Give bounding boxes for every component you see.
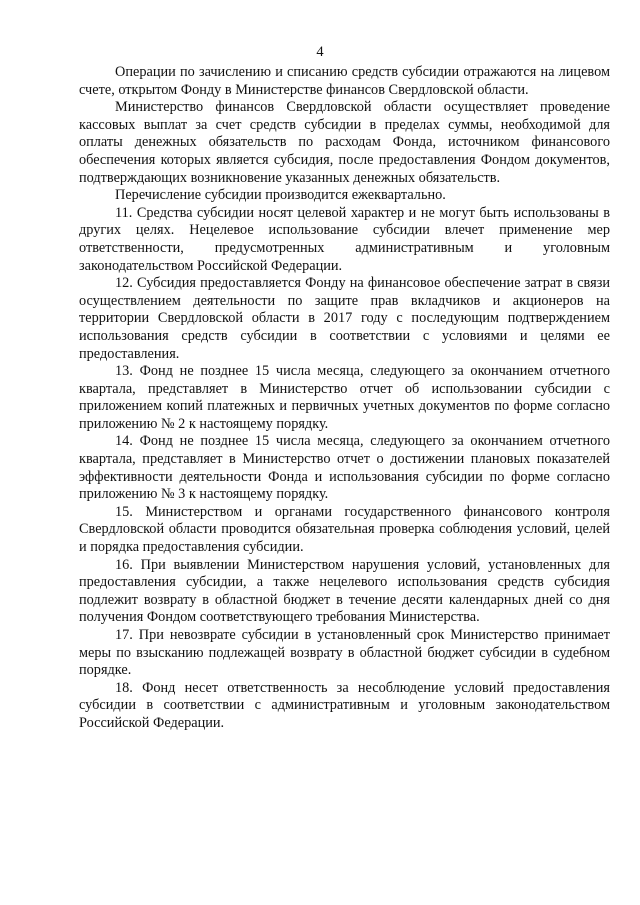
- page-number: 4: [316, 44, 324, 60]
- paragraph-item-14: 14. Фонд не позднее 15 числа месяца, следующего за окончанием отчетного квартала, представляет в Министерство отчет о достижении плановых показателей эффективности деятельности Фонда и использования субсидии по форме согласно приложению № 3 к настоящему порядку.: [79, 433, 610, 503]
- paragraph-item-18: 18. Фонд несет ответственность за несоблюдение условий предоставления субсидии в соответствии с административным и уголовным законодательством Российской Федерации.: [79, 679, 610, 731]
- paragraph-item-16: 16. При выявлении Министерством нарушения условий, установленных для предоставления субсидии, а также нецелевого использования средств субсидия подлежит возврату в областной бюджет в течение десяти календарных дней со дня получения Фондом соответствующего требования Министерства.: [79, 556, 610, 626]
- paragraph-quarterly-transfer: Перечисление субсидии производится ежеквартально.: [115, 187, 446, 204]
- paragraph-item-13: 13. Фонд не позднее 15 числа месяца, следующего за окончанием отчетного квартала, представляет в Министерство отчет об использовании субсидии с приложением копий платежных и первичных учетных документов по форме согласно приложению № 2 к настоящему порядку.: [79, 363, 610, 432]
- paragraph-item-17: 17. При невозврате субсидии в установленный срок Министерство принимает меры по взысканию подлежащей возврату в областной бюджет субсидии в судебном порядке.: [79, 627, 610, 679]
- paragraph-item-11: 11. Средства субсидии носят целевой характер и не могут быть использованы в других целях. Нецелевое использование субсидии влечет применение мер ответственности, предусмотренных административным и уголовным законодательством Российской Федерации.: [79, 204, 610, 274]
- paragraph-cash-payments: Министерство финансов Свердловской области осуществляет проведение кассовых выплат за счет средств субсидии в пределах суммы, необходимой для оплаты денежных обязательств по расходам Фонда, источником финансового обеспечения которых является субсидия, после предоставления Фондом документов, подтверждающих возникновение указанных денежных обязательств.: [79, 99, 610, 186]
- paragraph-accounting-operations: Операции по зачислению и списанию средств субсидии отражаются на лицевом счете, открытом Фонду в Министерстве финансов Свердловской области.: [79, 64, 610, 98]
- document-body: [79, 64, 610, 733]
- paragraph-item-15: 15. Министерством и органами государственного финансового контроля Свердловской области проводится обязательная проверка соблюдения условий, целей и порядка предоставления субсидии.: [79, 503, 610, 556]
- paragraph-item-12: 12. Субсидия предоставляется Фонду на финансовое обеспечение затрат в связи осуществлением деятельности по защите прав вкладчиков и акционеров на территории Свердловской области в 2017 году с последующим подтверждением использования средств субсидии в соответствии с условиями и целями ее предоставления.: [79, 275, 610, 362]
